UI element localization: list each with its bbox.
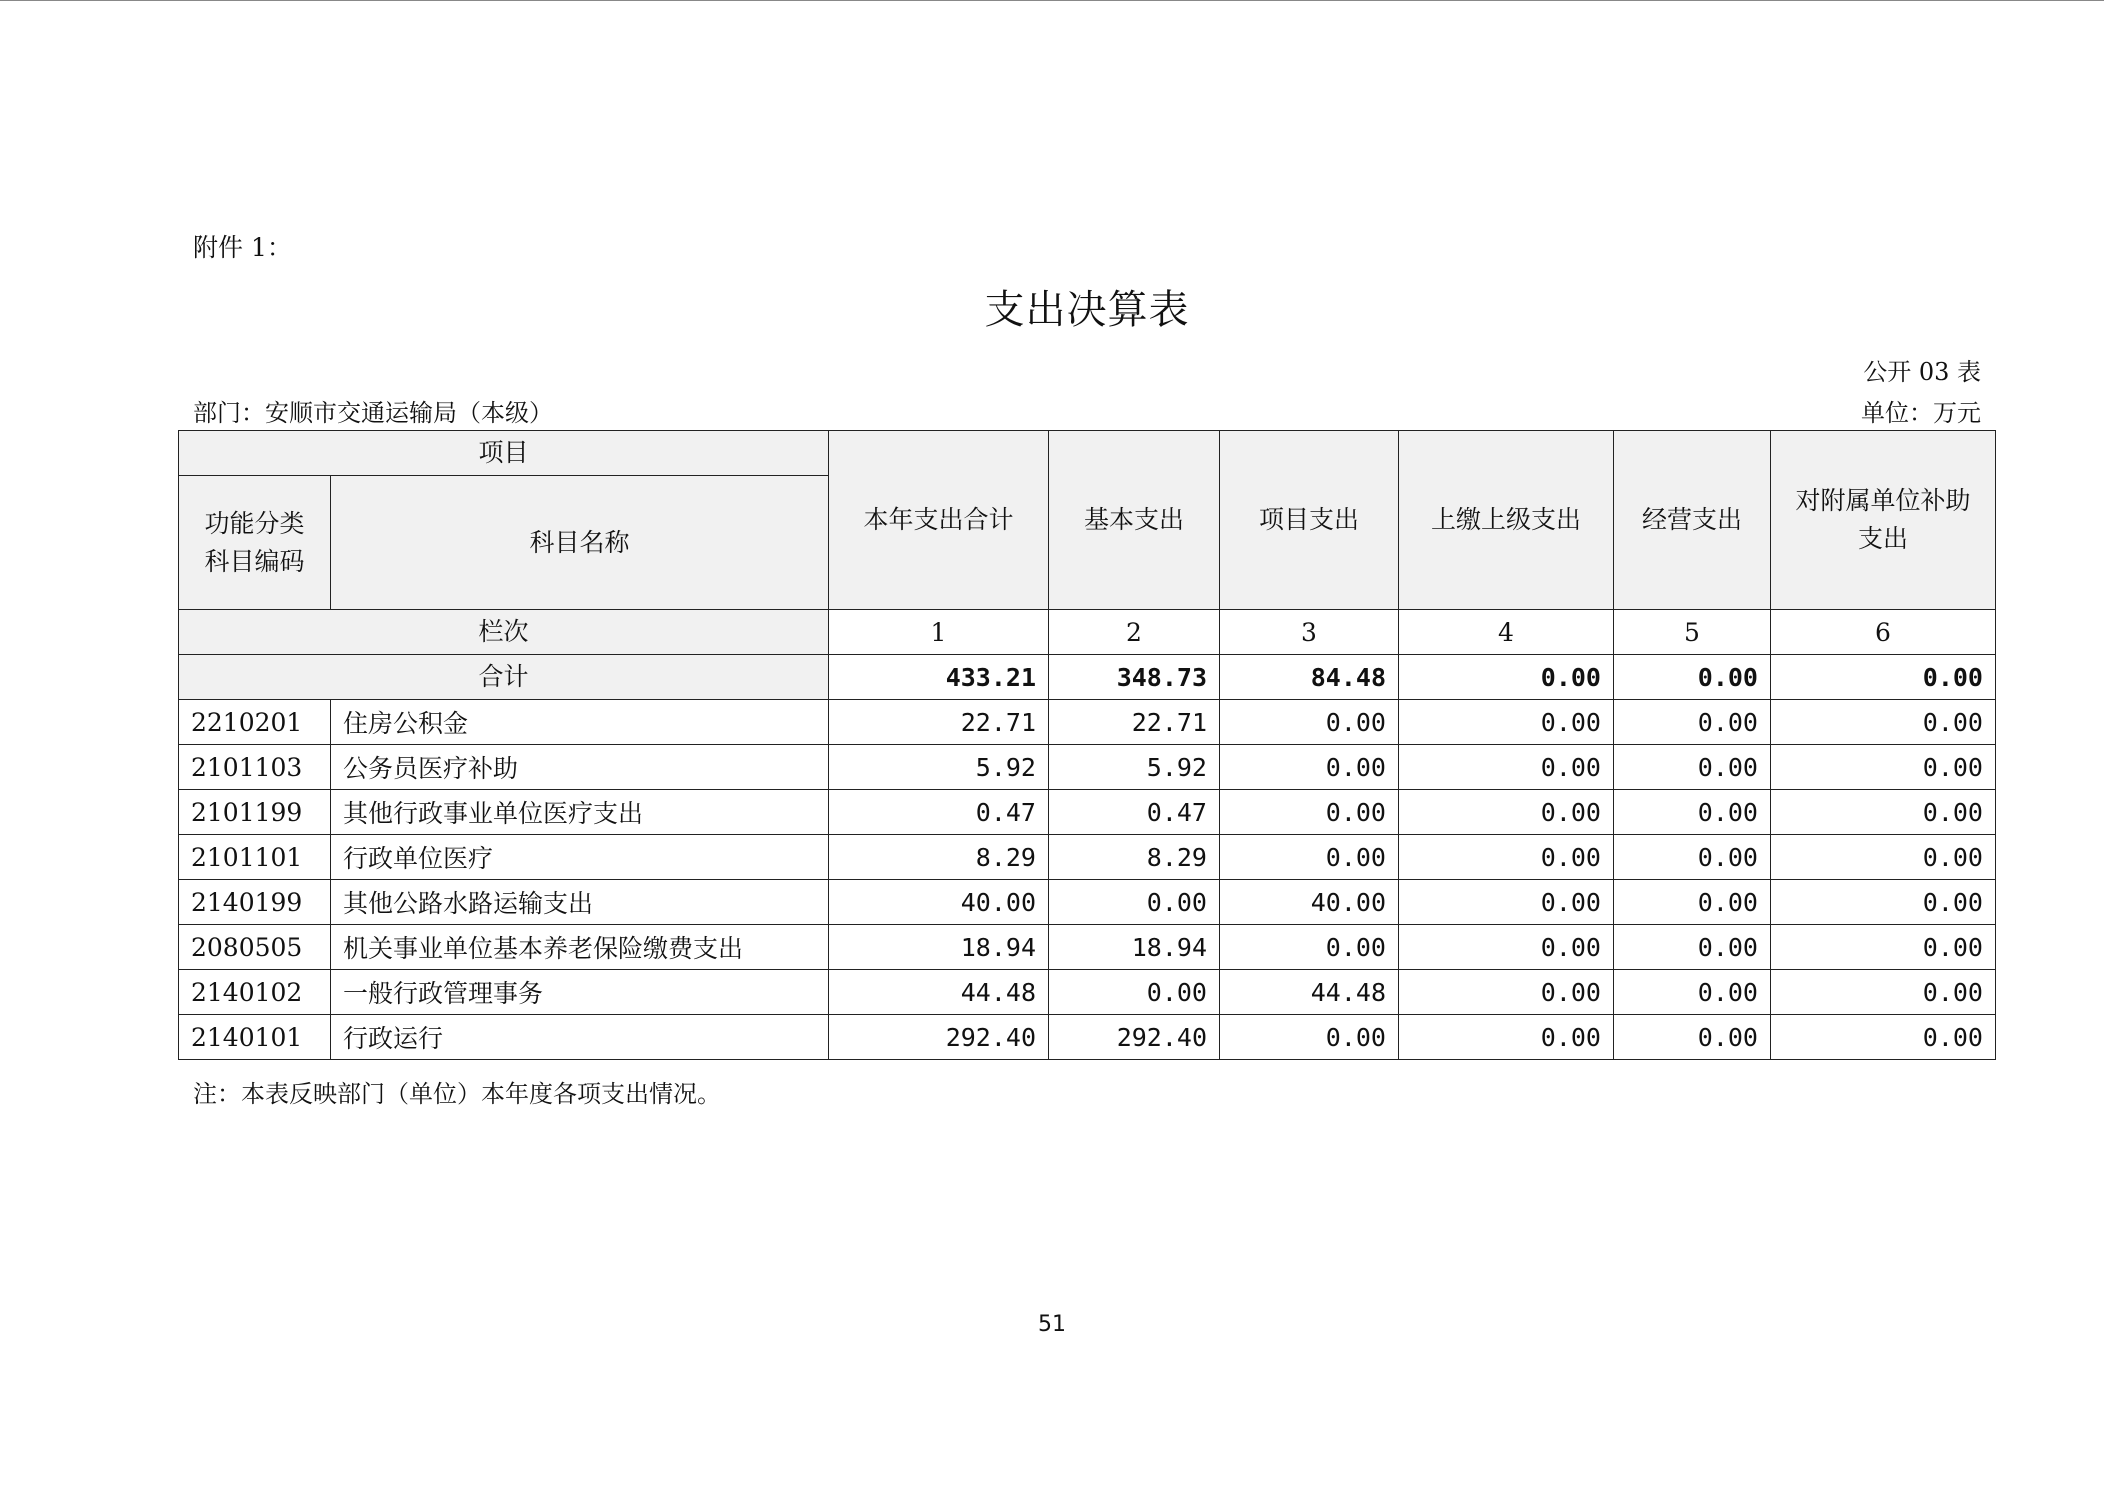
table-row (179, 880, 1996, 925)
subject-code: 2210201 (179, 700, 331, 745)
subject-code: 2140102 (179, 970, 331, 1015)
department-label: 部门：安顺市交通运输局（本级） (193, 399, 553, 427)
amount-cell: 0.00 (1399, 970, 1614, 1015)
amount-cell: 0.00 (1614, 925, 1771, 970)
column-number: 3 (1220, 610, 1399, 655)
amount-cell: 0.00 (1771, 745, 1996, 790)
amount-cell: 18.94 (1049, 925, 1220, 970)
column-number: 5 (1614, 610, 1771, 655)
amount-cell: 40.00 (1220, 880, 1399, 925)
total-value: 0.00 (1771, 655, 1996, 700)
column-number: 6 (1771, 610, 1996, 655)
amount-cell: 0.00 (1220, 835, 1399, 880)
subject-code: 2140101 (179, 1015, 331, 1060)
amount-cell: 0.00 (1771, 1015, 1996, 1060)
amount-cell: 5.92 (829, 745, 1049, 790)
page-top-border (0, 0, 2104, 1)
amount-cell: 0.00 (1220, 745, 1399, 790)
total-value: 0.00 (1614, 655, 1771, 700)
amount-cell: 0.00 (1399, 745, 1614, 790)
subject-code: 2140199 (179, 880, 331, 925)
amount-cell: 0.47 (1049, 790, 1220, 835)
page-title: 支出决算表 (984, 287, 1190, 333)
header-upper-level: 上缴上级支出 (1399, 431, 1614, 610)
table-row (179, 700, 1996, 745)
table-row (179, 970, 1996, 1015)
header-basic: 基本支出 (1049, 431, 1220, 610)
header-subject-name: 科目名称 (331, 476, 829, 610)
page-number: 51 (1038, 1312, 1066, 1337)
amount-cell: 0.00 (1771, 835, 1996, 880)
amount-cell: 0.00 (1771, 790, 1996, 835)
subject-code: 2101199 (179, 790, 331, 835)
subject-name: 一般行政管理事务 (331, 970, 829, 1015)
amount-cell: 0.00 (1220, 925, 1399, 970)
amount-cell: 18.94 (829, 925, 1049, 970)
header-column-index: 栏次 (179, 610, 829, 655)
subject-name: 机关事业单位基本养老保险缴费支出 (331, 925, 829, 970)
subject-name: 其他行政事业单位医疗支出 (331, 790, 829, 835)
subject-code: 2101101 (179, 835, 331, 880)
column-number: 4 (1399, 610, 1614, 655)
table-row (179, 745, 1996, 790)
table-row (179, 835, 1996, 880)
total-label: 合计 (179, 655, 829, 700)
table-row (179, 1015, 1996, 1060)
subject-name: 公务员医疗补助 (331, 745, 829, 790)
subject-name: 行政单位医疗 (331, 835, 829, 880)
amount-cell: 0.00 (1771, 700, 1996, 745)
amount-cell: 44.48 (1220, 970, 1399, 1015)
header-code: 功能分类科目编码 (179, 476, 331, 610)
subject-name: 住房公积金 (331, 700, 829, 745)
amount-cell: 0.00 (1614, 790, 1771, 835)
amount-cell: 0.00 (1614, 1015, 1771, 1060)
amount-cell: 0.00 (1399, 790, 1614, 835)
header-business: 经营支出 (1614, 431, 1771, 610)
amount-cell: 5.92 (1049, 745, 1220, 790)
header-total: 本年支出合计 (829, 431, 1049, 610)
amount-cell: 0.00 (1399, 1015, 1614, 1060)
total-value: 433.21 (829, 655, 1049, 700)
amount-cell: 0.00 (1049, 880, 1220, 925)
header-subsidy: 对附属单位补助支出 (1771, 431, 1996, 610)
amount-cell: 292.40 (1049, 1015, 1220, 1060)
expenditure-table (178, 430, 1996, 1060)
amount-cell: 8.29 (829, 835, 1049, 880)
amount-cell: 292.40 (829, 1015, 1049, 1060)
subject-name: 其他公路水路运输支出 (331, 880, 829, 925)
table-row (179, 925, 1996, 970)
total-value: 0.00 (1399, 655, 1614, 700)
form-number: 公开 03 表 (1863, 358, 1981, 386)
total-value: 84.48 (1220, 655, 1399, 700)
attachment-label: 附件 1： (193, 233, 292, 262)
amount-cell: 0.00 (1771, 970, 1996, 1015)
amount-cell: 0.00 (1399, 835, 1614, 880)
subject-code: 2080505 (179, 925, 331, 970)
amount-cell: 0.00 (1049, 970, 1220, 1015)
amount-cell: 0.00 (1614, 745, 1771, 790)
subject-name: 行政运行 (331, 1015, 829, 1060)
total-value: 348.73 (1049, 655, 1220, 700)
header-project: 项目 (179, 431, 829, 476)
amount-cell: 0.00 (1614, 880, 1771, 925)
amount-cell: 0.00 (1771, 880, 1996, 925)
amount-cell: 0.47 (829, 790, 1049, 835)
amount-cell: 0.00 (1399, 700, 1614, 745)
amount-cell: 0.00 (1220, 1015, 1399, 1060)
amount-cell: 44.48 (829, 970, 1049, 1015)
amount-cell: 22.71 (829, 700, 1049, 745)
header-project-expense: 项目支出 (1220, 431, 1399, 610)
amount-cell: 0.00 (1220, 790, 1399, 835)
amount-cell: 0.00 (1614, 700, 1771, 745)
subject-code: 2101103 (179, 745, 331, 790)
amount-cell: 0.00 (1614, 970, 1771, 1015)
table-note: 注：本表反映部门（单位）本年度各项支出情况。 (193, 1080, 721, 1108)
amount-cell: 0.00 (1771, 925, 1996, 970)
amount-cell: 0.00 (1220, 700, 1399, 745)
amount-cell: 22.71 (1049, 700, 1220, 745)
column-number: 1 (829, 610, 1049, 655)
table-row (179, 790, 1996, 835)
amount-cell: 0.00 (1614, 835, 1771, 880)
column-number: 2 (1049, 610, 1220, 655)
unit-label: 单位：万元 (1861, 399, 1981, 427)
amount-cell: 0.00 (1399, 925, 1614, 970)
amount-cell: 0.00 (1399, 880, 1614, 925)
amount-cell: 8.29 (1049, 835, 1220, 880)
total-row (179, 655, 1996, 700)
amount-cell: 40.00 (829, 880, 1049, 925)
